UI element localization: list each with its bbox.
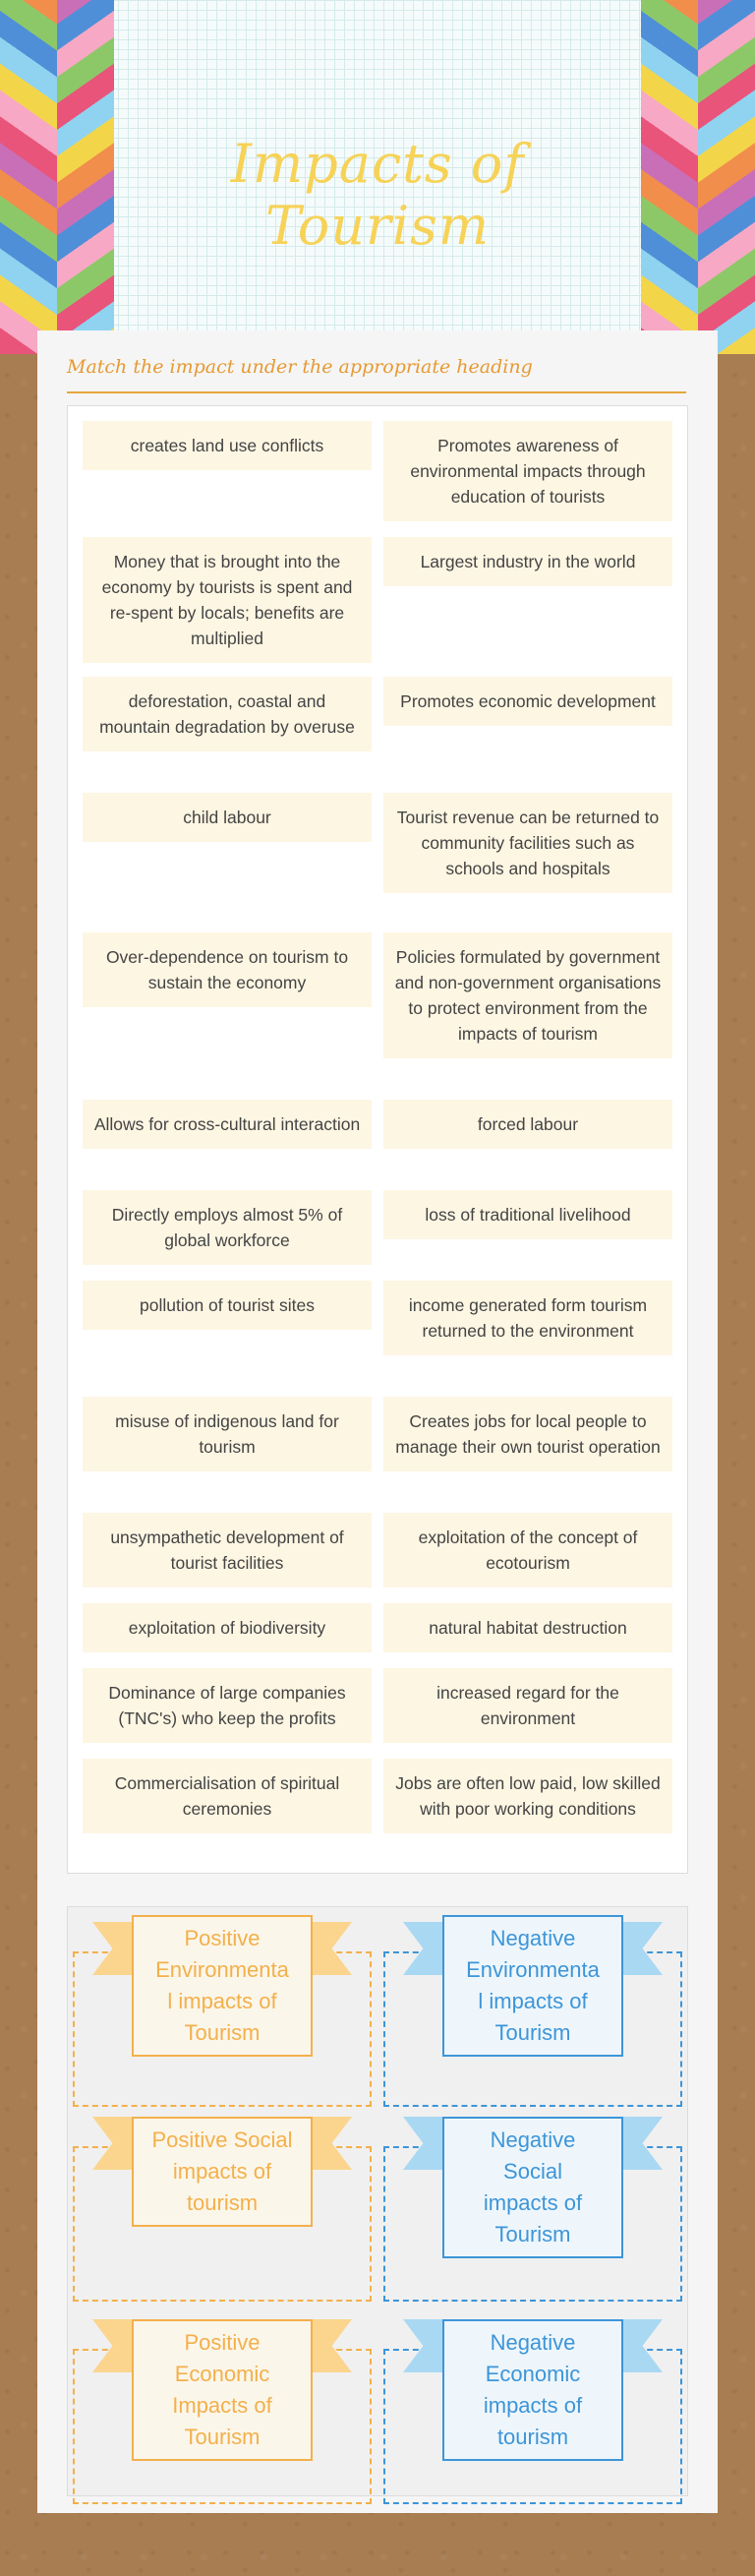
draggable-item[interactable]: Policies formulated by government and non-government organisations to protect environment from the impacts of tourism [383,932,672,1058]
category-label-positive-social: Positive Social impacts of tourism [132,2117,313,2227]
draggable-item[interactable]: Commercialisation of spiritual ceremonies [83,1759,372,1833]
chevron-pattern-left [0,0,114,354]
draggable-item[interactable]: deforestation, coastal and mountain degradation by overuse [83,677,372,751]
category-label-negative-social: Negative Social impacts of Tourism [442,2117,623,2258]
draggable-item[interactable]: Allows for cross-cultural interaction [83,1100,372,1149]
draggable-item[interactable]: Directly employs almost 5% of global workforce [83,1190,372,1265]
draggable-item[interactable]: Over-dependence on tourism to sustain the economy [83,932,372,1007]
category-label-negative-economic: Negative Economic impacts of tourism [442,2319,623,2461]
draggable-item[interactable]: Tourist revenue can be returned to community facilities such as schools and hospitals [383,793,672,893]
draggable-item[interactable]: misuse of indigenous land for tourism [83,1397,372,1471]
draggable-item[interactable]: loss of traditional livelihood [383,1190,672,1239]
draggable-item[interactable]: Promotes economic development [383,677,672,726]
draggable-item[interactable]: creates land use conflicts [83,421,372,470]
draggable-item[interactable]: Jobs are often low paid, low skilled with poor working conditions [383,1759,672,1833]
category-label-positive-environmental: Positive Environmenta l impacts of Tourism [132,1915,313,2057]
instruction-text: Match the impact under the appropriate heading [67,356,533,378]
draggable-item[interactable]: unsympathetic development of tourist facilities [83,1513,372,1588]
draggable-item[interactable]: Dominance of large companies (TNC's) who keep the profits [83,1668,372,1743]
draggable-item[interactable]: exploitation of biodiversity [83,1603,372,1652]
draggable-item[interactable]: forced labour [383,1100,672,1149]
draggable-item[interactable]: Largest industry in the world [383,537,672,586]
draggable-item[interactable]: income generated form tourism returned to the environment [383,1281,672,1355]
category-label-negative-environmental: Negative Environmenta l impacts of Tourism [442,1915,623,2057]
category-label-positive-economic: Positive Economic Impacts of Tourism [132,2319,313,2461]
draggable-item[interactable]: natural habitat destruction [383,1603,672,1652]
header-banner [0,0,755,354]
instruction-underline [67,391,686,393]
draggable-item[interactable]: child labour [83,793,372,842]
page-title: Impacts of Tourism [230,133,525,257]
draggable-item[interactable]: Creates jobs for local people to manage their own tourist operation [383,1397,672,1471]
draggable-item[interactable]: exploitation of the concept of ecotourism [383,1513,672,1588]
draggable-item[interactable]: Promotes awareness of environmental impacts through education of tourists [383,421,672,521]
chevron-pattern-right [641,0,755,354]
draggable-item[interactable]: increased regard for the environment [383,1668,672,1743]
draggable-item[interactable]: pollution of tourist sites [83,1281,372,1330]
draggable-item[interactable]: Money that is brought into the economy by tourists is spent and re-spent by locals; benefits are multiplied [83,537,372,663]
